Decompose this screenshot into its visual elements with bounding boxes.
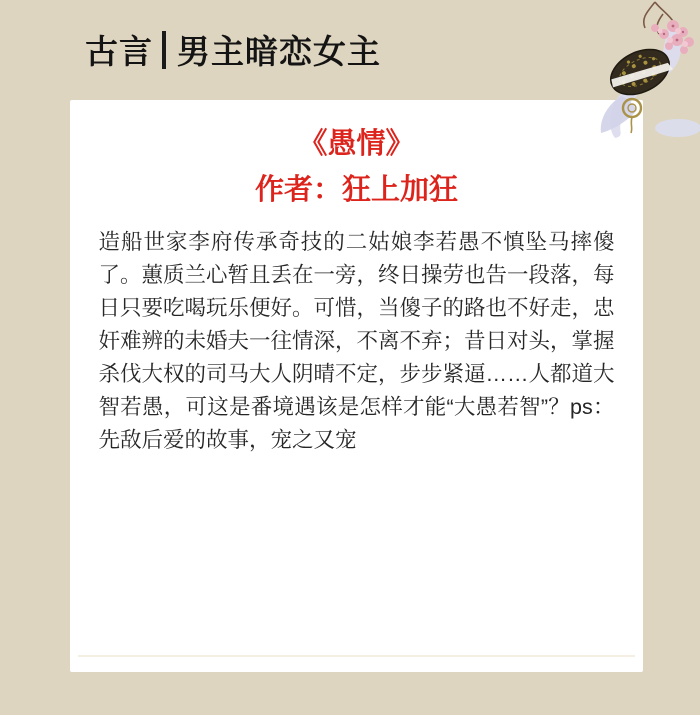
header-topic-label: 男主暗恋女主 [177,33,381,70]
header-category-label: 古言 [85,33,153,70]
book-synopsis: 造船世家李府传承奇技的二姑娘李若愚不慎坠马摔傻了。蕙质兰心暂且丢在一旁，终日操劳也告一段落，每日只要吃喝玩乐便好。可惜，当傻子的路也不好走，忠奸难辨的未婚夫一往情深，不离不弃；昔日对头，掌握杀伐大权的司马大人阴晴不定，步步紧逼……人都道大智若愚，可这是番境遇该是怎样才能“大愚若智”？ps：先敌后爱的故事，宠之又宠 [98,230,615,452]
page-header [85,26,381,73]
book-title: 《愚情》 [298,128,415,160]
book-author: 作者：狂上加狂 [254,174,458,206]
card-bottom-divider [78,655,635,657]
floral-ornament-icon [585,0,700,140]
header-divider-bar [162,31,166,69]
book-card [70,100,643,672]
